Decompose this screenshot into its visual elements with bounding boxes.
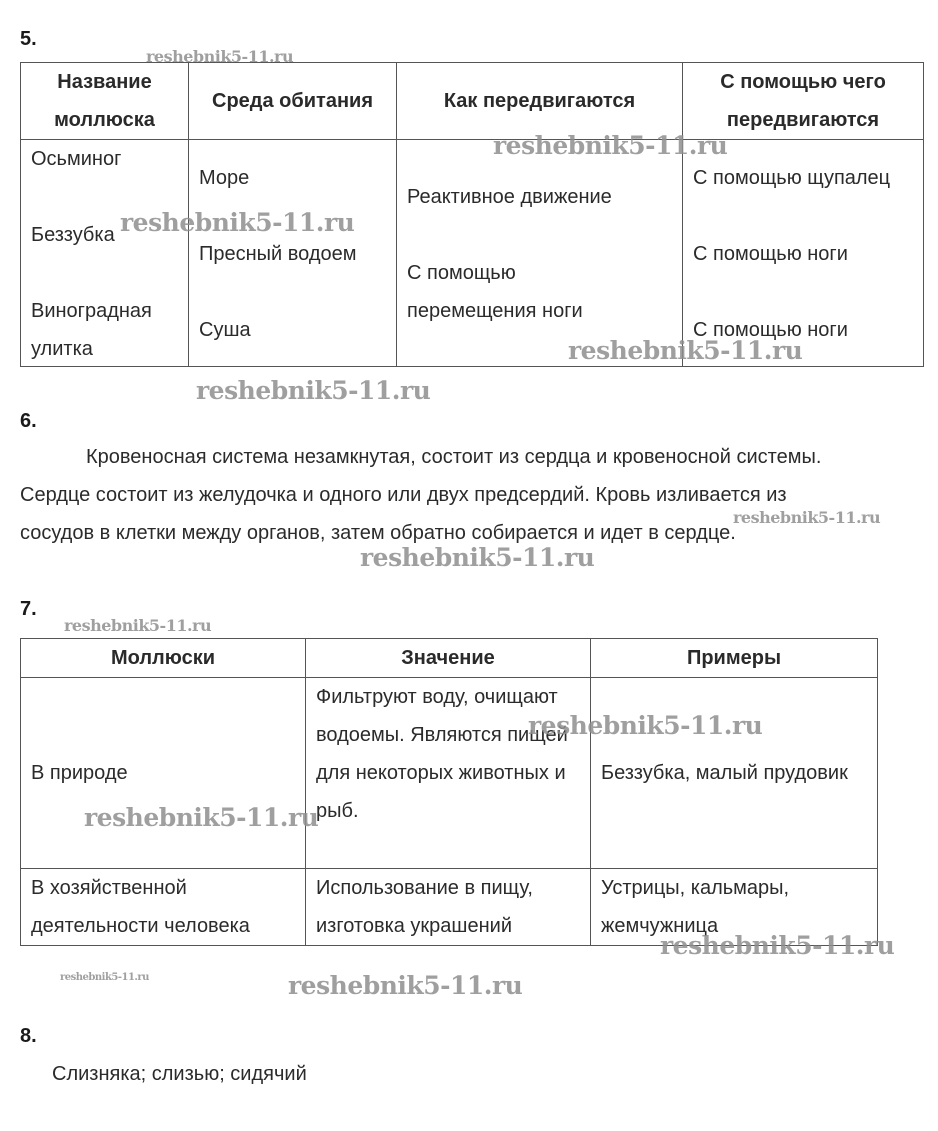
q6-answer-text: Кровеносная система незамкнутая, состоит из сердца и кровеносной системы. Сердце состоит из желудочка и одного или двух предсердий. Кровь изливается из сосудов в клетки между органов, затем обратно собирается и идет в сердце. — [20, 446, 822, 544]
watermark: reshebnik5-11.ru — [288, 971, 523, 1000]
q8-answer-text: Слизняка; слизью; сидячий — [52, 1063, 307, 1085]
watermark: reshebnik5-11.ru — [568, 336, 803, 365]
watermark: reshebnik5-11.ru — [84, 803, 319, 832]
q7-header-row — [21, 639, 878, 678]
q7-header-mollusks: Моллюски — [21, 639, 306, 678]
question-5-number: 5. — [20, 28, 37, 50]
watermark: reshebnik5-11.ru — [196, 376, 431, 405]
watermark: reshebnik5-11.ru — [493, 131, 728, 160]
movement-type: Реактивное движение — [407, 186, 612, 208]
watermark: reshebnik5-11.ru — [120, 208, 355, 237]
q5-means-cell — [683, 140, 924, 367]
movement-means: С помощью ноги — [693, 319, 848, 341]
mollusk-name-continued: улитка — [31, 338, 93, 360]
q7-mollusks-cell: В хозяйственной деятельности человека — [21, 869, 306, 946]
q5-header-row — [21, 63, 924, 140]
question-8-number: 8. — [20, 1025, 37, 1047]
watermark: reshebnik5-11.ru — [733, 508, 881, 527]
watermark: reshebnik5-11.ru — [146, 47, 294, 66]
question-6-number: 6. — [20, 410, 37, 432]
q5-header-habitat: Среда обитания — [189, 63, 397, 140]
watermark: reshebnik5-11.ru — [660, 931, 895, 960]
q5-header-name: Название моллюска — [21, 63, 189, 140]
q7-header-examples: Примеры — [591, 639, 878, 678]
q7-mollusks-cell: В природе — [21, 678, 306, 869]
q7-meaning-cell: Фильтруют воду, очищают водоемы. Являются пищей для некоторых животных и рыб. — [306, 678, 591, 869]
watermark: reshebnik5-11.ru — [360, 543, 595, 572]
q7-examples-cell: Устрицы, кальмары, жемчужница — [591, 869, 878, 946]
watermark: reshebnik5-11.ru — [528, 711, 763, 740]
movement-type-continued: перемещения ноги — [407, 300, 583, 322]
movement-type: С помощью — [407, 262, 516, 284]
mollusk-name: Виноградная — [31, 300, 152, 322]
q5-names-cell — [21, 140, 189, 367]
habitat: Пресный водоем — [199, 243, 357, 265]
watermark: reshebnik5-11.ru — [64, 616, 212, 635]
q7-row-nature — [21, 678, 878, 869]
movement-means: С помощью щупалец — [693, 167, 891, 189]
q7-meaning-cell: Использование в пищу, изготовка украшений — [306, 869, 591, 946]
q5-movement-cell — [397, 140, 683, 367]
q7-examples-cell: Беззубка, малый прудовик — [591, 678, 878, 869]
q5-habitat-cell — [189, 140, 397, 367]
watermark: reshebnik5-11.ru — [60, 972, 149, 983]
question-7-number: 7. — [20, 598, 37, 620]
q5-header-means: С помощью чего передвигаются — [683, 63, 924, 140]
q7-table — [20, 638, 878, 946]
q5-body-row — [21, 140, 924, 367]
q7-header-meaning: Значение — [306, 639, 591, 678]
movement-means: С помощью ноги — [693, 243, 848, 265]
mollusk-name: Беззубка — [31, 224, 115, 246]
habitat: Суша — [199, 319, 251, 341]
q5-header-movement: Как передвигаются — [397, 63, 683, 140]
habitat: Море — [199, 167, 250, 189]
mollusk-name: Осьминог — [31, 148, 122, 170]
